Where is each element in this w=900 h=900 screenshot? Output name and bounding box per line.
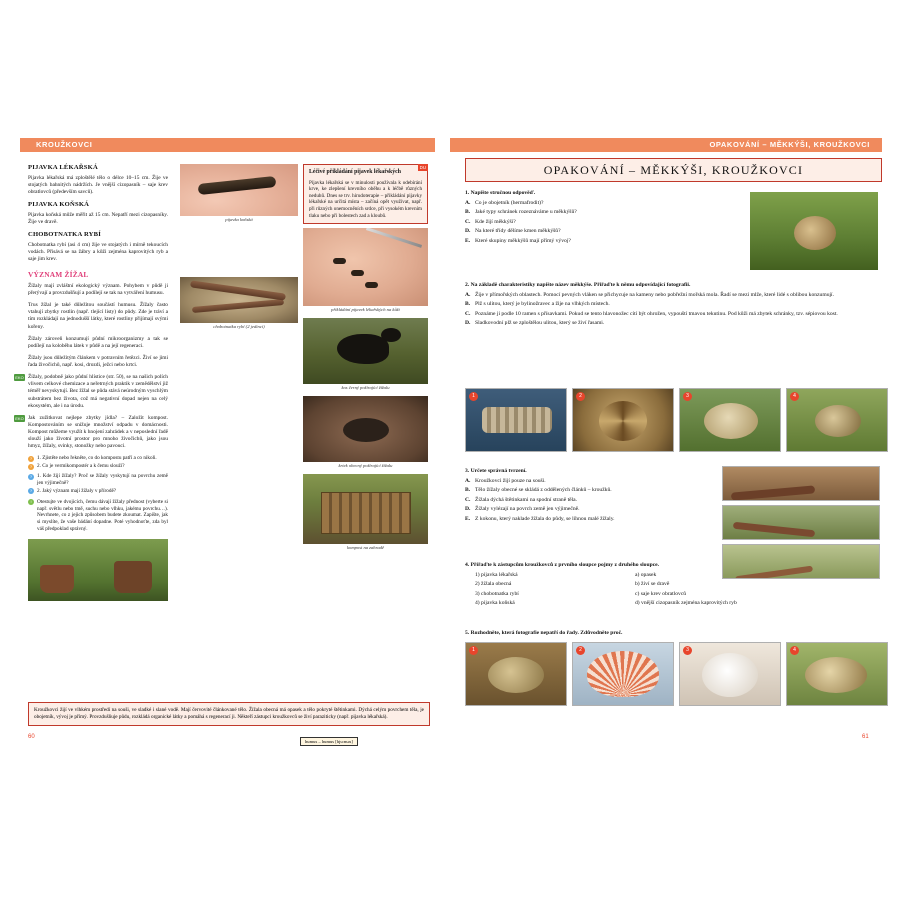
paragraph-4: Žížaly jsou důležitým článkem v potravním řetězci. Živí se jimi řada živočichů, např. kosi, drozdi, ježci nebo krtci.: [28, 354, 168, 368]
section-text-pijavka-lekarska: Pijavka lékařská má zploštělé tělo o délce 10–15 cm. Žije ve stojatých bahnitých nádržích. Je vnější cizopasník – saje krev obratlovců (především savců).: [28, 174, 168, 195]
left-header-label: KROUŽKOVCI: [36, 140, 93, 149]
exercise-1: [465, 190, 745, 247]
exercise-2-option-b: B. Plž s ulitou, který je bylinožravec a žije na vlhkých místech.: [465, 301, 610, 308]
photo-snail-grass: [786, 642, 888, 706]
photo-pijavka-konska: [180, 164, 298, 216]
right-header-label: OPAKOVÁNÍ – MĚKKÝŠI, KROUŽKOVCI: [709, 140, 870, 149]
exercise-3-option-a: A. Kroužkovci žijí pouze na souši.: [465, 477, 546, 484]
eko-icon-1: EKO: [15, 375, 24, 381]
glossary-key-text: humus – humus [hju:məs]: [305, 739, 353, 744]
note-box-text: Pijavka lékařská se v minulosti používala k odebírání krve, ke zlepšení krevního oběhu a k léčbě různých neduhů. Dnes se trv. hirudoterapie – přikládání pijavky lékařské na určitá místa – začíná opět využívat, např. při různých onemocněních srdce, při vysokém krevním tlaku nebo při bolestech zad a kloubů.: [309, 179, 422, 219]
question-1-text: 1. Zjistěte nebo řekněte, co do kompostu patří a co nikoli.: [37, 455, 157, 462]
exercise-3-option-c: C. Žížala dýchá štětinkami na spodní straně těla.: [465, 496, 578, 503]
match-left-1: 1) pijavka lékařská: [475, 571, 518, 578]
question-3-text: 1. Kde žijí žížaly? Proč se žížaly vyskytují na povrchu země jen výjimečně?: [37, 473, 168, 486]
exercise-1-option-e: E. Které skupiny měkkýšů mají přímý vývoj?: [465, 237, 571, 244]
exercise-1-number: 1.: [465, 190, 470, 196]
left-page-header: [20, 138, 435, 152]
book-spread: [0, 130, 900, 770]
section-heading-pijavka-konska: PIJAVKA KOŇSKÁ: [28, 201, 90, 209]
section-heading-pijavka-lekarska: PIJAVKA LÉKAŘSKÁ: [28, 164, 98, 171]
match-right-b: b) živí se dravě: [635, 581, 670, 588]
exercise-2-option-a: A. Žije v přímořských oblastech. Pomocí pevných vláken se přichycuje na kameny nebo pobřežní mořská mola. Řadí se mezi mlže, které lidé s oblibou konzumují.: [465, 291, 834, 298]
exercise-1-prompt: [465, 190, 745, 198]
question-4: [28, 488, 168, 495]
left-column-a: [15, 164, 168, 601]
photo-badge-3: 3: [683, 392, 692, 401]
photo-mole: [303, 396, 428, 462]
photo-compost: [303, 474, 428, 544]
caption-chobotnatka-rybi: chobotnatka rybí (2 jedinci): [213, 324, 265, 330]
match-right-c: c) saje krev obratlovců: [635, 590, 687, 597]
photo-badge-3: 3: [683, 646, 692, 655]
section-text-pijavka-konska: Pijavka koňská může měřit až 15 cm. Nepatří mezi cizopasníky. Žije ve dravě.: [28, 211, 168, 225]
exercise-2-number: 2.: [465, 282, 470, 288]
caption-compost: kompost na zahradě: [346, 545, 384, 551]
exercise-4-number: 4.: [465, 562, 470, 568]
summary-text: Kroužkovci žijí ve vlhkém prostředí na souši, ve sladké i slané vodě. Mají červovité článkované tělo. Žížala obecná má opasek a tělo pokryté štětinkami. Dýchá celým povrchem těla, je obojetník, vývoj je přímý. Provzdušňuje půdu, rozkládá organické látky a pomáhá s regenerací ji. Někteří zástupci kroužkovců se živí paraziticky (např. pijavka lékařská).: [34, 707, 424, 720]
section-text-chobotnatka-rybi: Chobotnatka rybí (asi 4 cm) žije ve stojatých i mírně tekoucích vodách. Přisává se na žábry a kůži zejména kaprovitých ryb a saje jim krev.: [28, 241, 168, 262]
page-number-left: 60: [28, 734, 35, 740]
exercise-2-photo-row: [465, 388, 888, 452]
exercise-2-option-d: D. Sladkovodní plž se zploštělou ulitou, který se živí řasami.: [465, 320, 605, 327]
exercise-5-prompt-text: Rozhodněte, která fotografie nepatří do řady. Zdůvodněte proč.: [470, 630, 623, 636]
match-left-3: 3) chobotnatka rybí: [475, 590, 519, 597]
question-2: [28, 463, 168, 470]
question-bullet-icon: ?: [29, 473, 33, 479]
photo-chobotnatka-rybi: [180, 277, 298, 323]
question-bullet-icon: ?: [29, 455, 33, 461]
photo-garden-snail: [786, 388, 888, 452]
photo-badge-4: 4: [790, 392, 799, 401]
photo-mussels: [465, 388, 567, 452]
photo-badge-4: 4: [790, 646, 799, 655]
section-heading-vyznam-zizal: VÝZNAM ŽÍŽAL: [28, 270, 89, 280]
left-column-b: [180, 164, 298, 335]
exercise-5-prompt: [465, 630, 877, 638]
question-bullet-icon: ?: [29, 463, 33, 469]
photo-plant-experiment: [28, 539, 168, 601]
match-right-a: a) opasek: [635, 571, 657, 578]
paragraph-2: Trus žížal je také důležitou součástí humusu. Žížaly často vtahují zbytky rostlin (např. tlející listy) do půdy. Zde je tráví a tím rozkládají na jednodušší látky, které rostliny přijímají svými kořeny.: [28, 302, 168, 330]
exercise-1-option-c: C. Kde žijí měkkýši?: [465, 218, 516, 225]
paragraph-1: Žížaly mají zvláštní ekologický význam. Pohybem v půdě ji přerývají a provzdušňují a podílejí se tak na vytváření humusu.: [28, 282, 168, 296]
match-left-4: 4) pijavka koňská: [475, 600, 515, 607]
exercise-3: [465, 468, 715, 525]
exercise-1-option-a: A. Co je obojetník (hermafrodit)?: [465, 199, 544, 206]
section-heading-chobotnatka-rybi: CHOBOTNATKA RYBÍ: [28, 231, 102, 239]
photo-snail: [750, 192, 878, 270]
activity-bullet-icon: !: [28, 499, 34, 505]
caption-mole: krtek obecný požírající žížalu: [338, 463, 393, 469]
photo-flat-snail: [572, 388, 674, 452]
eko-icon-2: EKO: [15, 415, 24, 421]
left-column-c: [303, 164, 428, 557]
exercise-5-number: 5.: [465, 630, 470, 636]
exercise-2-option-c: C. Poznáme ji podle 10 ramen s přísavkami. Pokud se tento hlavonožec cítí být ohrožen, vypouští tmavou tekutinu. Pod kůži má zbytek schránky, tzv. sépiovou kost.: [465, 310, 838, 317]
exercise-2-prompt: [465, 282, 877, 290]
exercise-3-option-b: B. Tělo žížaly obecné se skládá z oddělených článků – kroužků.: [465, 487, 612, 494]
match-right-d: d) vnější cizopasník zejména kaprovitých ryb: [635, 600, 737, 607]
photo-badge-1: 1: [469, 646, 478, 655]
right-page-header: [450, 138, 882, 152]
glossary-key-box: [300, 737, 358, 746]
caption-pijavka-konska: pijavka koňská: [225, 217, 253, 222]
photo-white-shell: [679, 642, 781, 706]
paragraph-3: Žížaly zároveň konzumují půdní mikroorganizmy a tak se podílejí na koloběhu látek v půdě a na její regeneraci.: [28, 335, 168, 349]
photo-blackbird: [303, 318, 428, 384]
exercise-3-prompt: [465, 468, 715, 476]
exercise-4-prompt-text: Přiřaďte k zástupcům kroužkovců z prvního sloupce pojmy z druhého sloupce.: [470, 562, 660, 568]
photo-badge-2: 2: [576, 392, 585, 401]
activity-block: [28, 499, 168, 533]
exercise-4-prompt: [465, 562, 877, 570]
photo-badge-1: 1: [469, 392, 478, 401]
note-box-hirudotherapy: [303, 164, 428, 224]
right-page-title-box: [465, 158, 882, 182]
activity-text: Otestujte ve dvojicích, čemu dávají žížaly přednost (vyberte si např. světlu nebo tmě, suchu nebo vlhku, jakému povrchu…). Nevrhnete, co z jejich způsobem budete zkoumat. Zapište, jak si myslíte, že vaše bádání dopadne. Poté vyhodnoťte, zda byl váš předpoklad správný.: [37, 498, 168, 533]
photo-earthworm: [722, 505, 880, 540]
exercise-3-option-d: D. Žížaly vylézají na povrch země jen výjimečně.: [465, 506, 580, 513]
caption-blackbird: kos černý požírající žížalu: [341, 385, 390, 391]
match-left-2: 2) žížala obecná: [475, 581, 512, 588]
exercise-4-right-column: [625, 572, 865, 610]
question-4-text: 2. Jaký význam mají žížaly v přírodě?: [37, 487, 117, 494]
photo-leech-therapy: [303, 228, 428, 306]
du-flag-badge: DU: [419, 165, 426, 170]
exercise-5-photo-row: [465, 642, 888, 706]
exercise-2: [465, 282, 877, 330]
exercise-1-option-d: D. Na které třídy dělíme kmen měkkýšů?: [465, 228, 561, 235]
exercise-2-prompt-text: Na základě charakteristiky napište název měkkýše. Přiřaďte k němu odpovídající fotografii.: [470, 282, 691, 288]
question-2-text: 2. Co je vermikompostér a k čemu slouží?: [37, 463, 125, 470]
question-bullet-icon: ?: [29, 488, 33, 494]
right-page-title: OPAKOVÁNÍ – MĚKKÝŠI, KROUŽKOVCI: [543, 163, 804, 177]
eko-block-1: Žížaly, podobně jako půdní hlístice (str. 50), se na našich polích vlivem celkové chemizace a neřetrných praktik v zemědělství již téměř nevyskytují. Bez žížal se půda stává neúrodným vyschlým substrátem bez života, což má negativní dopad nejen na celý ekosystém, ale i na úrodu.: [28, 374, 168, 409]
exercise-3-prompt-text: Určete správná tvrzení.: [470, 468, 527, 474]
eko-block-2: Jak zužitkovat nejlepe zbytky jídla? – Založit kompost. Kompostováním se snižuje množství odpadu v domácnosti. Kompost můžeme využít k hnojení zahrádek a v neposlední řadě slouží jako životní prostor pro mnoho živočichů, jako jsou hmyz, žížaly, svinky, stonožky nebo pavouci.: [28, 414, 168, 450]
exercise-1-prompt-text: Napište stručnou odpověď.: [470, 190, 536, 196]
photo-badge-2: 2: [576, 646, 585, 655]
question-1: [28, 455, 168, 462]
note-box-title: Léčivé přikládání pijavek lékařských: [309, 169, 401, 175]
exercise-1-option-b: B. Jaké typy schránek rozeznáváme u měkkýšů?: [465, 209, 577, 216]
exercise-3-option-e: E. Z kokonu, který naklade žížala do půdy, se líhnou malé žížaly.: [465, 515, 615, 522]
needle-icon: [366, 228, 422, 248]
summary-box: [28, 702, 430, 726]
photo-scallop: [572, 642, 674, 706]
exercise-3-number: 3.: [465, 468, 470, 474]
caption-leech-therapy: přikládání pijavek lékařských na kůži: [331, 307, 400, 313]
photo-cuttlebone: [679, 388, 781, 452]
exercise-4: [465, 562, 877, 610]
page-number-right: 61: [862, 734, 869, 740]
photo-snail-shell: [465, 642, 567, 706]
exercise-5: [465, 630, 877, 640]
exercise-4-left-column: [465, 572, 615, 610]
photo-leech-close: [722, 466, 880, 501]
question-3: [28, 473, 168, 487]
